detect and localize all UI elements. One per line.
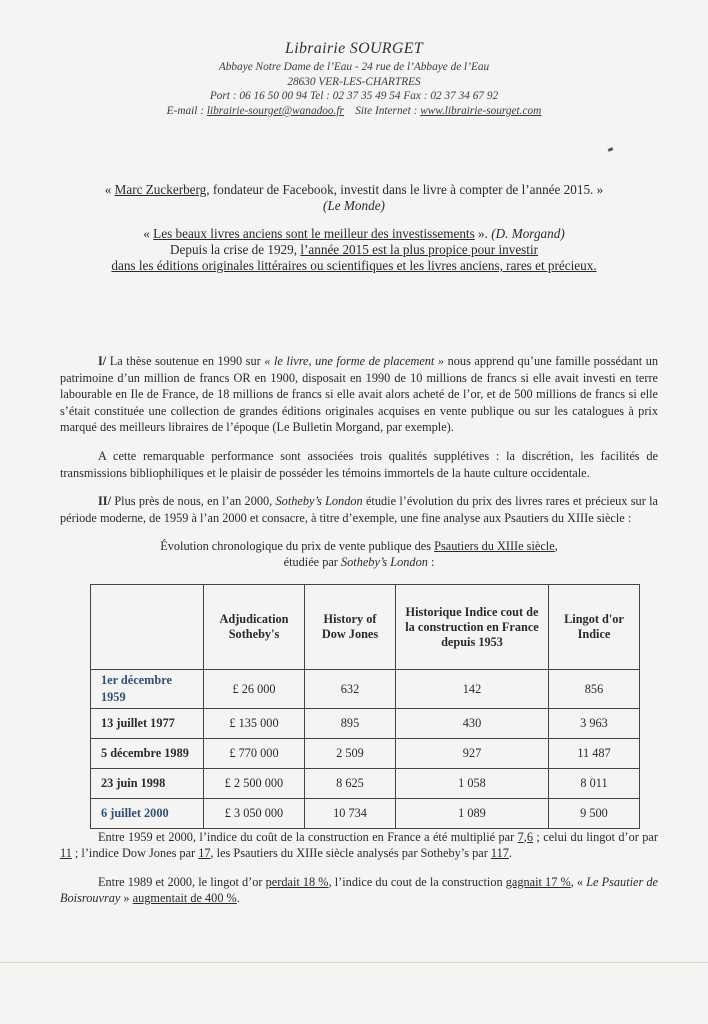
- conclusion-paragraph-2: Entre 1989 et 2000, le lingot d’or perdait 18 %, l’indice du cout de la construction gagnait 17 %, « Le Psautier de Boisrouvray » augmentait de 400 %.: [60, 874, 658, 906]
- section-1-paragraph: I/ La thèse soutenue en 1990 sur « le livre, une forme de placement » nous apprend qu’une famille possédant un patrimoine d’un million de francs OR en 1900, disposait en 1990 de 10 millions de francs si elle avait investi en terre labourable en Ile de France, de 18 millions de francs si elle avait alors acheté de l’or, et de 500 millions de francs si elle s’était constituée une collection de grandes éditions originales acquises en vente publique ou sur les catalogues à prix marqué des meilleurs libraires de l’époque (Le Bulletin Morgand, par exemple).: [60, 354, 658, 435]
- table-row: 23 juin 1998 £ 2 500 000 8 625 1 058 8 011: [91, 768, 640, 798]
- table-row: 1er décembre 1959 £ 26 000 632 142 856: [91, 670, 640, 708]
- column-header: History of Dow Jones: [305, 585, 396, 670]
- quote-zuckerberg: « Marc Zuckerberg, fondateur de Facebook, investit dans le livre à compter de l’année 2015. »: [104, 182, 604, 197]
- section-1-paragraph-2: A cette remarquable performance sont associées trois qualités supplétives : la discrétion, les facilités de transmissions bibliophiliques et le plaisir de posséder les témoins immortels de la haute culture occidentale.: [60, 448, 658, 480]
- bookshop-name: Librairie SOURGET: [285, 40, 423, 57]
- quote-name: Marc Zuckerberg: [114, 182, 207, 197]
- body-text: [60, 353, 658, 919]
- table-corner-cell: [91, 585, 204, 670]
- email-label: E-mail :: [166, 104, 205, 117]
- column-header: Adjudication Sotheby's: [204, 585, 305, 670]
- table-caption: Évolution chronologique du prix de vente publique des Psautiers du XIIIe siècle, étudiée par Sotheby’s London :: [160, 539, 558, 570]
- quote-morgand: « Les beaux livres anciens sont le meilleur des investissements ». (D. Morgand): [143, 226, 565, 241]
- section-2-number: II/: [98, 494, 111, 509]
- price-table: [90, 584, 640, 828]
- letterhead: [0, 40, 708, 118]
- site-label: Site Internet :: [355, 104, 418, 117]
- investment-statement: Depuis la crise de 1929, l’année 2015 est la plus propice pour investir: [169, 242, 539, 257]
- column-header: Historique Indice cout de la construction en France depuis 1953: [396, 585, 549, 670]
- scan-edge-line: [0, 962, 708, 963]
- ink-mark: [608, 147, 614, 152]
- quote-source: (Le Monde): [323, 198, 385, 213]
- table-row: 6 juillet 2000 £ 3 050 000 10 734 1 089 9 500: [91, 798, 640, 828]
- website-link[interactable]: www.librairie-sourget.com: [420, 104, 542, 117]
- column-header: Lingot d'or Indice: [549, 585, 640, 670]
- email-link[interactable]: librairie-sourget@wanadoo.fr: [206, 104, 344, 117]
- address-line-1: Abbaye Notre Dame de l’Eau - 24 rue de l’Abbaye de l’Eau: [218, 61, 490, 73]
- table-header-row: [91, 585, 640, 670]
- section-2-paragraph: II/ Plus près de nous, en l’an 2000, Sotheby’s London étudie l’évolution du prix des livres rares et précieux sur la période moderne, de 1959 à l’an 2000 et consacre, à titre d’exemple, une fine analyse aux Psautiers du XIIIe siècle :: [60, 494, 658, 525]
- contact-line: [0, 104, 708, 119]
- table-row: 13 juillet 1977 £ 135 000 895 430 3 963: [91, 708, 640, 738]
- phone-numbers: Port : 06 16 50 00 94 Tel : 02 37 35 49 54 Fax : 02 37 34 67 92: [209, 90, 499, 102]
- section-1-number: I/: [98, 354, 107, 368]
- address-line-2: 28630 VER-LES-CHARTRES: [287, 75, 421, 88]
- table-row: 5 décembre 1989 £ 770 000 2 509 927 11 487: [91, 738, 640, 768]
- investment-statement-2: dans les éditions originales littéraires ou scientifiques et les livres anciens, rares et précieux.: [111, 258, 597, 273]
- quotes-block: [0, 182, 708, 274]
- conclusion-paragraph-1: Entre 1959 et 2000, l’indice du coût de la construction en France a été multiplié par 7,6 ; celui du lingot d’or par 11 ; l’indice Dow Jones par 17, les Psautiers du XIIIe siècle analysés par Sotheby’s par 117.: [60, 829, 658, 861]
